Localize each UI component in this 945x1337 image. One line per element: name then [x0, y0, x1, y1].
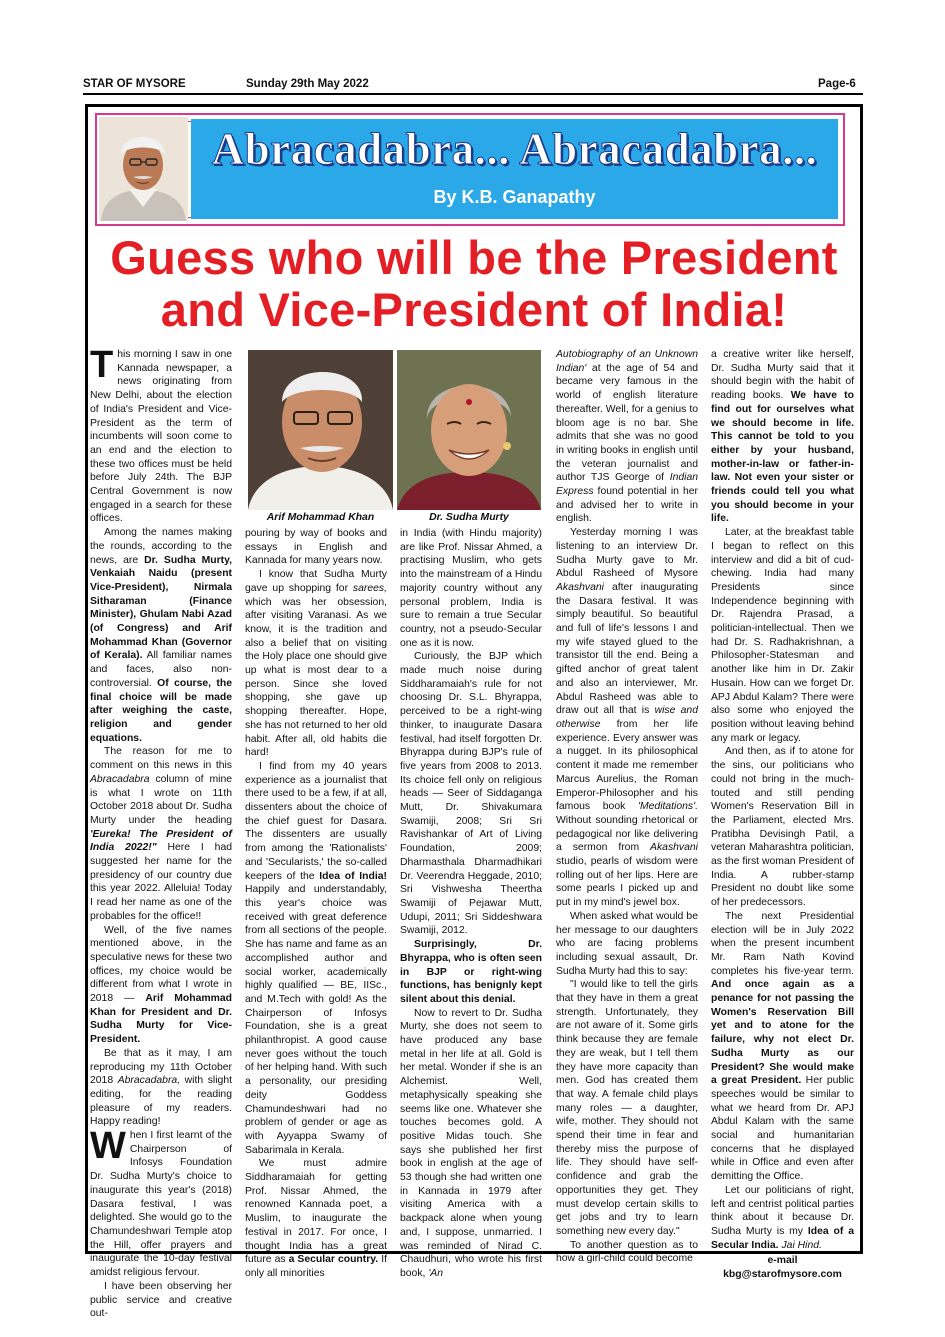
paragraph: And then, as if to atone for the sins, our politicians who could not bring in the much-touted and still pending Women's Reservation Bill in the Parliament, elected Mrs. Pratibha Devisingh Patil, a veteran Maharashtra politician, as the first woman President of India. A rubber-stamp President no doubt like some of her predecessors.	[711, 746, 854, 909]
article-column-3	[400, 527, 542, 1281]
paragraph: Autobiography of an Unknown Indian' at the age of 54 and became very famous in the world of english literature thereafter. Well, for a genius to bloom age is no bar. She admits that she was no good in writing books in english until the veteran journalist and author TJS George of Indian Express found potential in her and advised her to write in english.	[556, 349, 698, 525]
photo-sudha-murty	[397, 350, 541, 510]
paragraph: We must admire Siddharamaiah for getting Prof. Nissar Ahmed, the renowned Kannada poet, a Muslim, to inaugurate the festival in 2017. For once, I thought India has a great future as a Secular country. If only all minorities	[245, 1158, 387, 1279]
paragraph: "I would like to tell the girls that they have in them a great strength. Unfortunately, they are not aware of it. Some girls think because they are female they are weak, but I tell them they have more capacity than men. God has created them that way. A female child plays many roles — a daughter, wife, mother. They should not spend their time in fear and thereby miss the purpose of life. They should have self-confidence and grab the opportunities they get. They must develop certain skills to get jobs and try to learn something new every day."	[556, 979, 698, 1237]
photo-caption-sudha: Dr. Sudha Murty	[429, 512, 509, 523]
paragraph: Curiously, the BJP which made much noise during Siddharamaiah's rule for not choosing Dr. S.L. Bhyrappa, perceived to be a right-wing thinker, to inaugurate Dasara festival, had itself forgotten Dr. Bhyrappa during BJP's rule of five years from 2008 to 2013. Its choice fell only on religious heads — Seer of Siddaganga Mutt, Dr. Shivakumara Swamiji, 2008; Sri Sri Ravishankar of Art of Living Foundation, 2009; Dharmasthala Dharmadhikari Dr. Veerendra Heggade, 2010; Sri Vishwesha Theertha Swamiji of Pejawar Mutt, Udupi, 2011; Sri Siddeshwara Swamiji, 2012.	[400, 651, 542, 937]
paragraph: Later, at the breakfast table I began to reflect on this interview and did a bit of cud-chewing. India had many Presidents since Independence beginning with Dr. Rajendra Prasad, a politician-intellectual. Then we had Dr. S. Radhakrishnan, a Philosopher-Statesman and another like him in Dr. Zakir Husain. How can we forget Dr. APJ Abdul Kalam? There were also some who enjoyed the position without leaving behind any mark or legacy.	[711, 527, 854, 744]
article-column-5	[711, 348, 854, 1282]
paragraph: The next Presidential election will be in July 2022 when the present incumbent Mr. Ram Nath Kovind completes his five-year term. And once again as a penance for not passing the Women's Reservation Bill yet and to atone for the failure, why not elect Dr. Sudha Murty as our President? She would make a great President. Her public speeches would be similar to what we heard from Dr. APJ Abdul Kalam with the same social and humanitarian concerns that he displayed while in Office and even after demitting the Office.	[711, 910, 854, 1183]
paragraph: The reason for me to comment on this news in this Abracadabra column of mine is what I wrote on 11th October 2018 about Dr. Sudha Murty under the heading 'Eureka! The President of India 2022!" Here I had suggested her name for the presidency of our country due this year 2022. Alleluia! Today I read her name as one of the probables for the office!!	[90, 746, 232, 922]
paragraph: I find from my 40 years experience as a journalist that there used to be a few, if at all, dissenters about the choice of the chief guest for Dasara. The dissenters are usually from among the 'Rationalists' and 'Secularists,' the so-called keepers of the Idea of India! Happily and understandably, this year's choice was received with great deference from all sections of the people. She has name and fame as an accomplished author and social worker, academically highly qualified — BE, IISc., and M.Tech with gold! As the Chairperson of Infosys Foundation, she is a great philanthropist. A good cause never goes without the touch of her helping hand. With such a personality, our presiding deity Goddess Chamundeshwari had no problem of gender or age as with Ayyappa Swamy of Sabarimala in Kerala.	[245, 760, 387, 1156]
paragraph: pouring by way of books and essays in English and Kannada for many years now.	[245, 528, 387, 567]
byline: By K.B. Ganapathy	[433, 187, 596, 207]
author-email[interactable]: kbg@starofmysore.com	[723, 1269, 842, 1281]
paragraph: his morning I saw in one Kannada newspaper, a news originating from New Delhi, about the election of India's President and Vice-President as the term of incumbents will soon come to an end and the election to these two offices must be held before July 24th. The BJP Central Government is now engaged in a search for these offices.	[90, 349, 232, 525]
paragraph: in India (with Hindu majority) are like Prof. Nissar Ahmed, a practising Muslim, who gets into the mainstream of a Hindu majority country without any personal problem, India is sure to remain a true Secular country, not a pseudo-Secular one as it is now.	[400, 528, 542, 649]
author-portrait-illustration	[99, 117, 188, 221]
paragraph: Yesterday morning I was listening to an interview Dr. Sudha Murty gave to Mr. Abdul Rasheed of Mysore Akashvani after inaugurating the Dasara festival. It was simply beautiful. So beautiful and full of life's lessons I and my wife stayed glued to the transistor till the end. Being a gifted anchor of great talent and also an interviewer, Mr. Abdul Rasheed was able to draw out all that is wise and otherwise from her life experience. Every answer was a nugget. In its philosophical content it made me remember Marcus Aurelius, the Roman Emperor-Philosopher and his famous book 'Meditations'. Without sounding rhetorical or pedagogical nor like delivering a sermon from Akashvani studio, pearls of wisdom were rolling out of her lips. Here are some pearls I picked up and put in my mind's jewel box.	[556, 527, 698, 909]
paragraph: Well, of the five names mentioned above, in the speculative news for these two offices, my choice would be different from what I wrote in 2018 — Arif Mohammad Khan for President and Dr. Sudha Murty for Vice-President.	[90, 924, 233, 1046]
photo-arif-mohammad-khan	[248, 350, 393, 510]
paragraph: Be that as it may, I am reproducing my 11th October 2018 Abracadabra, with slight editing, for the reading pleasure of my readers. Happy reading!	[90, 1047, 232, 1128]
headline-line-2: and Vice-President of India!	[160, 283, 788, 336]
header-rule	[83, 93, 863, 95]
portrait-illustration	[397, 350, 541, 510]
column-title-panel	[191, 119, 838, 219]
paragraph: Among the names making the rounds, according to the news, are Dr. Sudha Murty, Venkaiah Naidu (present Vice-President), Nirmala Sitharaman (Finance Minister), Ghulam Nabi Azad (of Congress) and Arif Mohammad Khan (Governor of Kerala). All familiar names and faces, also non-controversial. Of course, the final choice will be made after weighing the caste, religion and gender equations.	[90, 527, 232, 744]
column-title: Abracadabra... Abracadabra...	[211, 124, 818, 174]
drop-cap: T	[90, 344, 114, 386]
newspaper-name: STAR OF MYSORE	[83, 78, 186, 90]
paragraph: hen I first learnt of the Chairperson of Infosys Foundation Dr. Sudha Murty's choice to inaugurate this year's (2018) Dasara festival, I was delighted. She would go to the Chamundeshwari Temple atop the Hill, offer prayers and inaugurate the 10-day festival amidst religious fervour.	[90, 1130, 232, 1279]
paragraph: Surprisingly, Dr. Bhyrappa, who is often seen in BJP or right-wing functions, has benignly kept silent about this denial.	[400, 939, 542, 1005]
paragraph: Let our politicians of right, left and centrist political parties think about it because Dr. Sudha Murty is my Idea of a Secular India. Jai Hind.	[711, 1184, 854, 1251]
article-column-2	[245, 527, 387, 1281]
headline-line-1: Guess who will be the President	[110, 231, 838, 284]
paragraph: I have been observing her public service and creative out-	[90, 1280, 232, 1320]
paragraph: I know that Sudha Murty gave up shopping for sarees, which was her obsession, after visiting Varanasi. As we know, it is the tradition and also a belief that on visiting the Holy place one should give up what is most dear to a person. Since she loved shopping, she gave up shopping thereafter. Hope, she has not returned to her old habit. After all, old habits die hard!	[245, 569, 387, 759]
author-photo	[99, 117, 188, 221]
paragraph: To another question as to how a girl-child could become	[556, 1239, 698, 1265]
email-label: e-mail	[767, 1255, 798, 1267]
issue-date: Sunday 29th May 2022	[246, 78, 369, 90]
portrait-illustration	[248, 350, 393, 510]
paragraph: Now to revert to Dr. Sudha Murty, she does not seem to have produced any base metal in her life at all. Gold is her metal. Wonder if she is an Alchemist. Well, metaphysically speaking she seems like one. Whatever she touches becomes gold. A positive Midas touch. She says she published her first book in english at the age of 53 though she had written one in Kannada in 1979 after visiting America with a backpack alone when young and, I suppose, unmarried. I was reminded of Nirad C. Chaudhuri, who wrote his first book, 'An	[400, 1007, 542, 1279]
paragraph: a creative writer like herself, Dr. Sudha Murty said that it should begin with the habit of reading books. We have to find out for ourselves what we should become in life. This cannot be told to you either by your husband, mother-in-law or father-in-law. Not even your sister or friends could tell you what you should become in your life.	[711, 349, 854, 525]
article-column-4	[556, 348, 698, 1266]
article-column-1	[90, 344, 233, 1321]
paragraph: When asked what would be her message to our daughters who are facing problems including sexual assault, Dr. Sudha Murty had this to say:	[556, 910, 698, 977]
photo-caption-arif: Arif Mohammad Khan	[266, 512, 375, 523]
headline	[88, 232, 860, 336]
drop-cap: W	[90, 1125, 126, 1168]
page-number: Page-6	[818, 78, 856, 90]
